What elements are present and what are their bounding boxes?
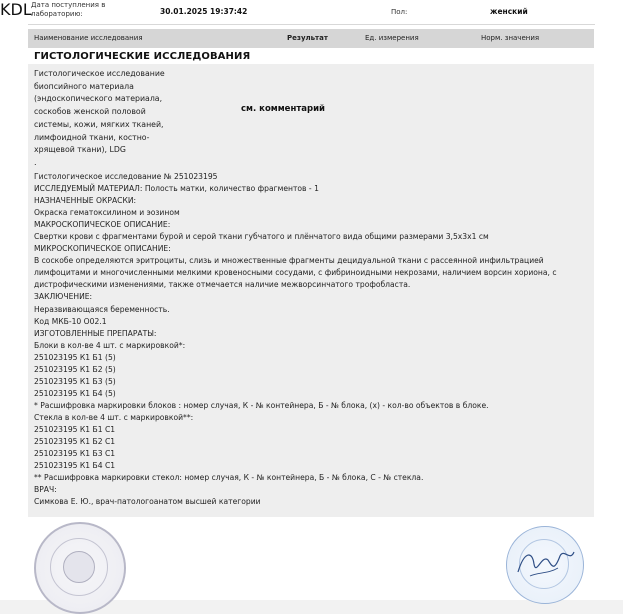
comment-line: МАКРОСКОПИЧЕСКОЕ ОПИСАНИЕ: — [34, 220, 171, 230]
test-name-line: (эндоскопического материала, — [34, 94, 163, 104]
test-name-line: лимфоидной ткани, костно- — [34, 132, 150, 142]
comment-line: ВРАЧ: — [34, 485, 57, 495]
comment-text — [34, 171, 590, 508]
comment-line: Стекла в кол-ве 4 шт. с маркировкой**: — [34, 412, 194, 422]
comment-line: 251023195 К1 Б2 (5) — [34, 364, 116, 374]
comment-line: 251023195 К1 Б4 С1 — [34, 461, 116, 471]
sex-value: женский — [490, 7, 528, 16]
comment-line: 251023195 К1 Б4 (5) — [34, 388, 116, 398]
comment-line: 251023195 К1 Б2 С1 — [34, 437, 116, 447]
test-name-line: биопсийного материала — [34, 81, 134, 91]
comment-line: ИЗГОТОВЛЕННЫЕ ПРЕПАРАТЫ: — [34, 328, 157, 338]
comment-line: дистрофическими изменениями, также отмечается наличие межворсинчатого трофобласта. — [34, 280, 411, 290]
comment-line: лимфоцитами и многочисленными мелкими кровеносными сосудами, с фибриноидными некрозами, наличием ворсин хориона, с — [34, 268, 557, 278]
comment-line: МИКРОСКОПИЧЕСКОЕ ОПИСАНИЕ: — [34, 244, 171, 254]
comment-line: Неразвивающаяся беременность. — [34, 304, 170, 314]
separator-dot: . — [34, 158, 37, 167]
header-test-name: Наименование исследования — [34, 34, 143, 42]
comment-line: * Расшифровка маркировки блоков : номер случая, К - № контейнера, Б - № блока, (х) - кол-во объектов в блоке. — [34, 400, 489, 410]
comment-line: Код МКБ-10 O02.1 — [34, 316, 107, 326]
test-name-line: Гистологическое исследование — [34, 69, 165, 78]
report-top-line — [28, 0, 595, 25]
comment-line: 251023195 К1 Б1 (5) — [34, 352, 116, 362]
table-header — [28, 29, 594, 48]
doctor-signature — [514, 542, 578, 586]
comment-line: 251023195 К1 Б3 (5) — [34, 376, 116, 386]
received-date-value: 30.01.2025 19:37:42 — [160, 7, 248, 16]
comment-line: ** Расшифровка маркировки стекол: номер случая, К - № контейнера, Б - № блока, С - № стекла. — [34, 473, 424, 483]
comment-line: Блоки в кол-ве 4 шт. с маркировкой*: — [34, 340, 186, 350]
section-title: ГИСТОЛОГИЧЕСКИЕ ИССЛЕДОВАНИЯ — [34, 51, 251, 62]
comment-line: Гистологическое исследование № 251023195 — [34, 172, 218, 181]
comment-line: Симкова Е. Ю., врач-патологоанатом высшей категории — [34, 497, 261, 507]
comment-line: Окраска гематоксилином и эозином — [34, 208, 180, 218]
test-name-line: хрящевой ткани), LDG — [34, 145, 126, 155]
sex-label: Пол: — [391, 8, 408, 16]
comment-line: ИССЛЕДУЕМЫЙ МАТЕРИАЛ: Полость матки, количество фрагментов - 1 — [34, 184, 319, 194]
header-norm: Норм. значения — [481, 34, 540, 42]
comment-line: НАЗНАЧЕННЫЕ ОКРАСКИ: — [34, 196, 137, 206]
test-result: см. комментарий — [241, 104, 325, 114]
comment-line: В соскобе определяются эритроциты, слизь и множественные фрагменты децидуальной ткани с рассеянной инфильтрацией — [34, 256, 544, 266]
test-name — [34, 68, 194, 157]
test-content-block — [28, 64, 594, 517]
comment-line: ЗАКЛЮЧЕНИЕ: — [34, 292, 93, 302]
comment-line: 251023195 К1 Б1 С1 — [34, 424, 116, 434]
comment-line: 251023195 К1 Б3 С1 — [34, 449, 116, 459]
test-name-line: системы, кожи, мягких тканей, — [34, 119, 164, 129]
header-unit: Ед. измерения — [365, 34, 419, 42]
received-date-label: Дата поступления в лабораторию: — [31, 1, 106, 18]
test-name-line: соскобов женской половой — [34, 107, 146, 117]
comment-line: Свертки крови с фрагментами бурой и серой ткани губчатого и плёнчатого вида общими размерами 3,5х3х1 см — [34, 232, 489, 242]
seal-core — [63, 551, 95, 583]
header-result: Результат — [287, 34, 328, 42]
kdl-logo: KDL — [0, 0, 32, 19]
lab-seal-stamp — [34, 522, 126, 614]
